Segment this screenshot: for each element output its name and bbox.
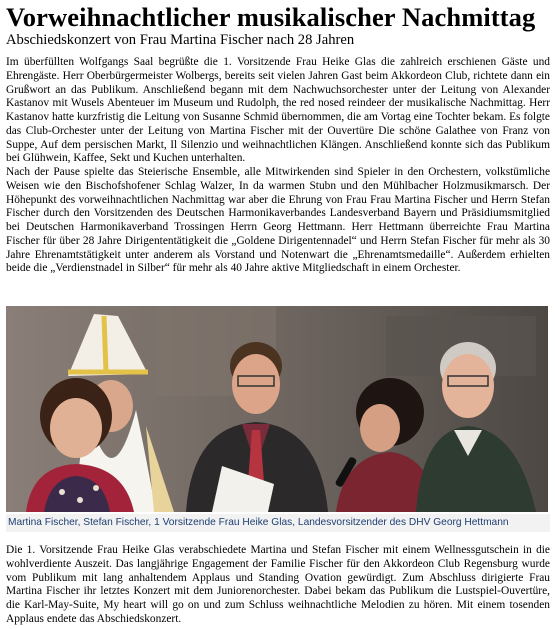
concert-photo (6, 306, 548, 512)
photo-caption: Martina Fischer, Stefan Fischer, 1 Vorsitzende Frau Heike Glas, Landesvorsitzender des DHV Georg Hettmann (6, 514, 550, 532)
article-title: Vorweihnachtlicher musikalischer Nachmittag (6, 2, 536, 32)
paragraph-honors: Nach der Pause spielte das Steierische Ensemble, alle Mitwirkenden sind Spieler in den Orchestern, volkstümliche Weisen wie den Bischofshofener Schlag Walzer, In da warmen Stubn und den Mühlbacher Holzmusikmarsch. Der Höhepunkt des vorweihnachtlichen Nachmittag war aber die Ehrung von Frau Frau Martina Fischer und Herrn Stefan Fischer durch den Vorsitzenden des Deutschen Harmonikaverbandes Landesverband Bayern und Präsidiumsmitglied bei Deutschen Harmonikaverband Trossingen Herrn Georg Hettmann. Herr Hettmann überreichte Frau Martina Fischer für über 28 Jahre Dirigententätigkeit die „Goldene Dirigentennadel“ und Herrn Stefan Fischer für mehr als 30 Jahre Ehrenamtstätigkeit unter anderem als Vorstand und Notenwart die „Ehrenamtsmedaille“. Außerdem erhielten beide die „Verdienstnadel in Silber“ für mehr als 40 Jahre aktive Mitgliedschaft in einem Orchester. (6, 166, 550, 275)
article-body-top (6, 56, 550, 276)
article-subtitle: Abschiedskonzert von Frau Martina Fischer nach 28 Jahren (6, 32, 355, 48)
article-body-bottom (6, 544, 550, 627)
paragraph-intro: Im überfüllten Wolfgangs Saal begrüßte die 1. Vorsitzende Frau Heike Glas die zahlreich erschienen Gäste und Ehrengäste. Herr Oberbürgermeister Wolbergs, bereits seit vielen Jahren Gast beim Akkordeon Club, richtete dann ein Grußwort an das Publikum. Anschließend begann mit dem Nachwuchsorchester unter der Leitung von Alexander Kastanov mit Wusels Abenteuer im Museum und Rudolph, the red nosed reindeer der musikalische Nachmittag. Herr Kastanov hatte kurzfristig die Leitung von Susanne Schmid übernommen, die am Vortag eine Tochter bekam. Es folgte das Club-Orchester unter der Leitung von Martina Fischer mit der Ouvertüre Die schöne Galathee von Franz von Suppe, Auf dem persischen Markt, Il Silenzio und weihnachtlichen Klängen. Anschließend konnte sich das Publikum bei Glühwein, Kaffee, Sekt und Kuchen unterhalten. (6, 56, 550, 165)
paragraph-farewell: Die 1. Vorsitzende Frau Heike Glas verabschiedete Martina und Stefan Fischer mit einem Wellnessgutschein in die wohlverdiente Auszeit. Das langjährige Engagement der Familie Fischer für den Akkordeon Club Regensburg wurde vom Publikum mit lang anhaltendem Applaus und Standing Ovation gewürdigt. Zum Abschluss dirigierte Frau Martina Fischer ihr letztes Konzert mit dem Juniorenorchester. Dabei bekam das Publikum die Lustspiel-Ouvertüre, die Karl-May-Suite, My heart will go on und zum Schluss weihnachtliche Melodien zu hören. Mit einem tosenden Applaus endete das Abschiedskonzert. (6, 544, 550, 625)
concert-photo-illustration (6, 306, 548, 512)
